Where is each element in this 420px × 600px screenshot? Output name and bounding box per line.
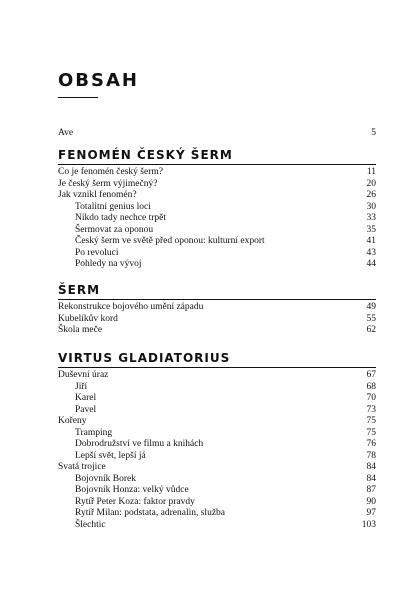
toc-entry-page: 97 xyxy=(366,508,376,518)
toc-entry-label: Rytíř Peter Koza: faktor pravdy xyxy=(75,496,195,507)
toc-entry-label: Tramping xyxy=(75,427,113,438)
toc-entry-label: Pavel xyxy=(75,404,97,415)
section-heading: VIRTUS GLADIATORIUS xyxy=(58,351,231,365)
toc-section-fenomen xyxy=(58,147,376,271)
toc-entry-page: 5 xyxy=(371,128,376,138)
toc-entry-page: 62 xyxy=(366,325,376,335)
toc-entry-page: 87 xyxy=(366,485,376,495)
toc-entry-label: Rytíř Milan: podstata, adrenalin, služba xyxy=(75,508,226,518)
toc-entry[interactable] xyxy=(58,325,376,337)
toc-entry-page: 73 xyxy=(366,404,376,415)
toc-entry[interactable] xyxy=(58,259,376,271)
toc-entry-page: 68 xyxy=(366,381,376,392)
toc-section-virtus xyxy=(58,350,376,531)
toc-entry[interactable] xyxy=(58,190,376,202)
toc-entry[interactable] xyxy=(58,370,376,382)
page-title: OBSAH xyxy=(58,70,139,91)
toc-entry-page: 55 xyxy=(366,313,376,324)
toc-entry-page: 41 xyxy=(366,236,376,246)
toc-entry-label: Jiří xyxy=(75,381,88,392)
toc-entry[interactable] xyxy=(58,485,376,497)
toc-entry-label: Kořeny xyxy=(58,416,87,426)
toc-entry-page: 84 xyxy=(366,462,376,472)
section-heading: FENOMÉN ČESKÝ ŠERM xyxy=(58,148,233,162)
toc-entry-page: 44 xyxy=(366,259,376,269)
toc-entry-page: 75 xyxy=(366,427,376,438)
toc-entry-label: Co je fenomén český šerm? xyxy=(58,167,163,177)
toc-entry[interactable] xyxy=(58,405,376,417)
toc-entry-page: 30 xyxy=(366,201,376,212)
section-rule xyxy=(58,299,376,300)
toc-entry-label: Ave xyxy=(58,128,74,138)
toc-entry-label: Pohledy na vývoj xyxy=(75,259,142,269)
toc-entry-page: 26 xyxy=(366,190,376,200)
toc-entry-label: Kubelíkův kord xyxy=(58,313,118,324)
toc-entry[interactable] xyxy=(58,508,376,520)
toc-entry-label: Je český šerm výjimečný? xyxy=(58,178,158,189)
toc-entry-label: Šlechtic xyxy=(75,519,106,530)
toc-entry-page: 103 xyxy=(361,519,376,530)
section-rule xyxy=(58,164,376,165)
toc-entry-label: Český šerm ve světě před oponou: kulturní export xyxy=(75,236,265,246)
toc-entry[interactable] xyxy=(58,225,376,237)
toc-entry[interactable] xyxy=(58,451,376,463)
toc-entry[interactable] xyxy=(58,428,376,440)
toc-entry-label: Totalitní genius loci xyxy=(75,201,151,212)
toc-entry-page: 75 xyxy=(366,416,376,426)
toc-entry[interactable] xyxy=(58,314,376,326)
toc-section-serm xyxy=(58,282,376,337)
toc-entry-page: 11 xyxy=(366,167,376,177)
toc-entry[interactable] xyxy=(58,416,376,428)
toc-entry-page: 43 xyxy=(366,247,376,258)
toc-entry-page: 90 xyxy=(366,496,376,507)
section-rule xyxy=(58,367,376,368)
toc-entry-label: Dobrodružství ve filmu a knihách xyxy=(75,439,204,449)
toc-entry-page: 76 xyxy=(366,439,376,449)
toc-entry-label: Svatá trojice xyxy=(58,462,106,472)
toc-entry[interactable] xyxy=(58,393,376,405)
toc-entry[interactable] xyxy=(58,236,376,248)
toc-entry-page: 67 xyxy=(366,370,376,380)
toc-entry-label: Rekonstrukce bojového umění západu xyxy=(58,302,204,312)
toc-entry-label: Duševní úraz xyxy=(58,370,109,380)
section-heading: ŠERM xyxy=(58,283,101,297)
toc-entry-page: 35 xyxy=(366,224,376,235)
toc-entry[interactable] xyxy=(58,462,376,474)
toc-entry-page: 70 xyxy=(366,393,376,403)
toc-entry[interactable] xyxy=(58,520,376,532)
toc-entry-label: Šermovat za oponou xyxy=(75,224,154,235)
toc-entry[interactable] xyxy=(58,497,376,509)
toc-entry-label: Bojovník Honza: velký vůdce xyxy=(75,485,189,495)
toc-entry-page: 49 xyxy=(366,302,376,312)
toc-entry[interactable] xyxy=(58,202,376,214)
toc-entry[interactable] xyxy=(58,248,376,260)
toc-entry-label: Karel xyxy=(75,393,97,403)
toc-entry[interactable] xyxy=(58,167,376,179)
toc-entry-label: Lepší svět, lepší já xyxy=(75,450,146,461)
title-underline xyxy=(58,97,98,98)
toc-entry[interactable] xyxy=(58,179,376,191)
toc-entry[interactable] xyxy=(58,382,376,394)
toc-entry[interactable] xyxy=(58,439,376,451)
toc-intro xyxy=(58,128,376,140)
toc-entry-label: Po revoluci xyxy=(75,247,119,258)
toc-entry[interactable] xyxy=(58,302,376,314)
toc-entry[interactable] xyxy=(58,213,376,225)
toc-entry-page: 84 xyxy=(366,473,376,484)
toc-entry-label: Nikdo tady nechce trpět xyxy=(75,213,167,223)
toc-entry-label: Škola meče xyxy=(58,325,103,335)
toc-entry-page: 78 xyxy=(366,450,376,461)
toc-entry-page: 33 xyxy=(366,213,376,223)
toc-entry-label: Bojovník Borek xyxy=(75,473,136,484)
toc-entry-label: Jak vznikl fenomén? xyxy=(58,190,137,200)
toc-entry[interactable] xyxy=(58,128,376,140)
toc-entry[interactable] xyxy=(58,474,376,486)
toc-entry-page: 20 xyxy=(366,178,376,189)
